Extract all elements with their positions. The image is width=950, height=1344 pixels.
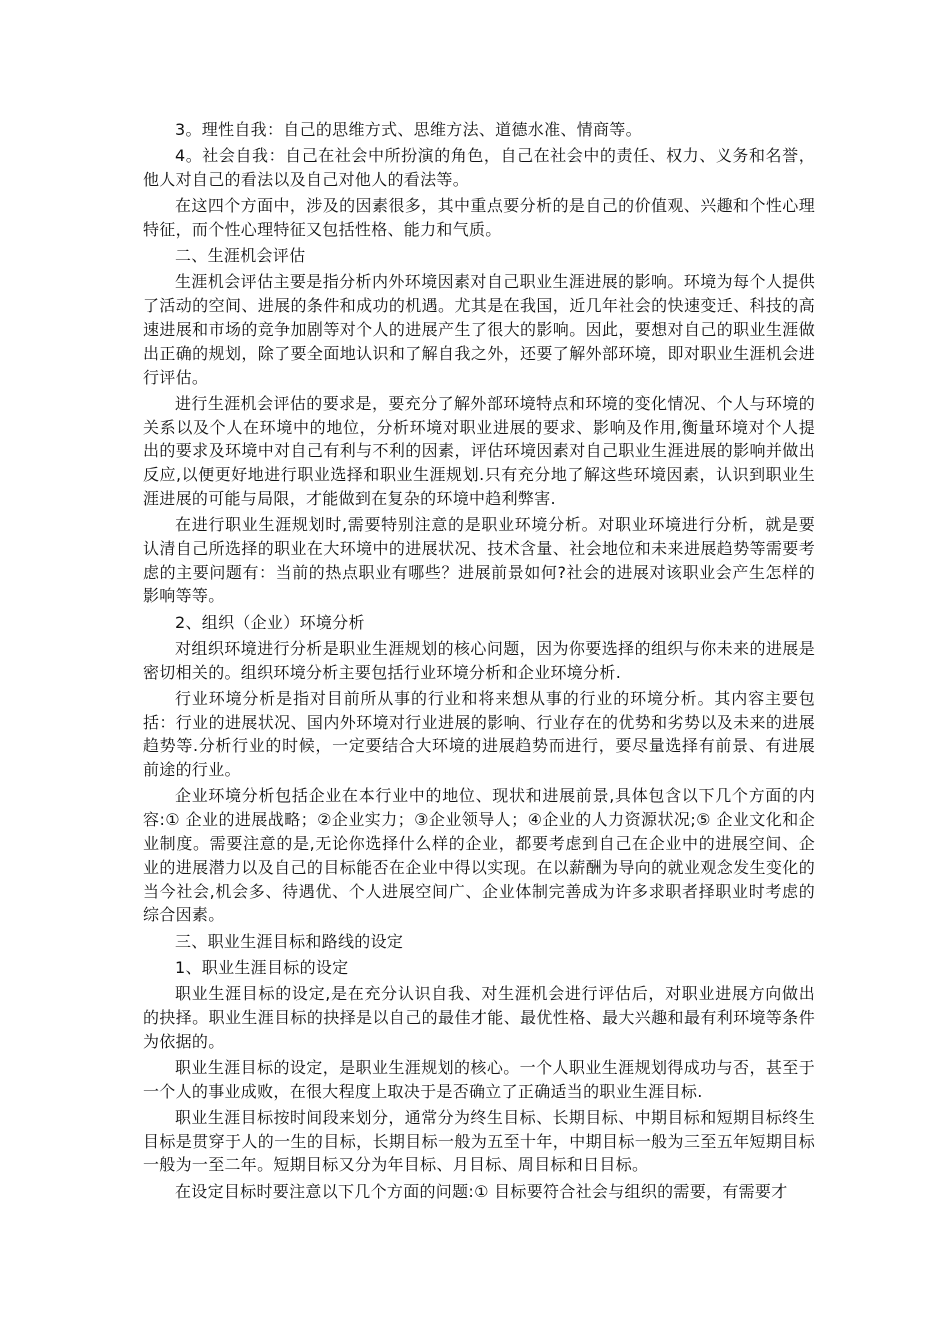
paragraph-social-self: 4。社会自我：自己在社会中所扮演的角色，自己在社会中的责任、权力、义务和名誉，他人对自己的看法以及自己对他人的看法等。 bbox=[143, 146, 815, 189]
paragraph-goal-timeframes: 职业生涯目标按时间段来划分，通常分为终生目标、长期目标、中期目标和短期目标终生目标是贯穿于人的一生的目标，长期目标一般为五至十年，中期目标一般为三至五年短期目标一般为一至二年。短期目标又分为年目标、月目标、周目标和日目标。 bbox=[143, 1107, 815, 1175]
paragraph-organization-analysis: 对组织环境进行分析是职业生涯规划的核心问题，因为你要选择的组织与你未来的进展是密切相关的。组织环境分析主要包括行业环境分析和企业环境分析. bbox=[143, 638, 815, 682]
subsection-heading-goal-setting: 1、职业生涯目标的设定 bbox=[175, 957, 349, 977]
paragraph-industry-analysis: 行业环境分析是指对目前所从事的行业和将来想从事的行业的环境分析。其内容主要包括：行业的进展状况、国内外环境对行业进展的影响、行业存在的优势和劣势以及未来的进展趋势等.分析行业的时候，一定要结合大环境的进展趋势而进行，要尽量选择有前景、有进展前途的行业。 bbox=[143, 688, 815, 780]
paragraph-rational-self: 3。理性自我：自己的思维方式、思维方法、道德水准、情商等。 bbox=[175, 120, 642, 139]
paragraph-environment-analysis: 在进行职业生涯规划时,需要特别注意的是职业环境分析。对职业环境进行分析，就是要认清自己所选择的职业在大环境中的进展状况、技术含量、社会地位和未来进展趋势等需要考虑的主要问题有：当前的热点职业有哪些？进展前景如何?社会的进展对该职业会产生怎样的影响等等。 bbox=[143, 515, 815, 606]
section-heading-goals-routes: 三、职业生涯目标和路线的设定 bbox=[175, 931, 404, 951]
paragraph-four-aspects: 在这四个方面中，涉及的因素很多，其中重点要分析的是自己的价值观、兴趣和个性心理特征，而个性心理特征又包括性格、能力和气质。 bbox=[143, 196, 815, 239]
section-heading-career-opportunity: 二、生涯机会评估 bbox=[175, 246, 306, 266]
paragraph-goal-core: 职业生涯目标的设定，是职业生涯规划的核心。一个人职业生涯规划得成功与否，甚至于一个人的事业成败，在很大程度上取决于是否确立了正确适当的职业生涯目标. bbox=[143, 1057, 815, 1101]
paragraph-goal-notes: 在设定目标时要注意以下几个方面的问题:① 目标要符合社会与组织的需要，有需要才 bbox=[175, 1181, 788, 1201]
paragraph-opportunity-evaluation: 生涯机会评估主要是指分析内外环境因素对自己职业生涯进展的影响。环境为每个人提供了活动的空间、进展的条件和成功的机遇。尤其是在我国，近几年社会的快速变迁、科技的高速进展和市场的竞争加剧等对个人的进展产生了很大的影响。因此，要想对自己的职业生涯做出正确的规划，除了要全面地认识和了解自我之外，还要了解外部环境，即对职业生涯机会进行评估。 bbox=[143, 272, 815, 387]
paragraph-evaluation-requirements: 进行生涯机会评估的要求是，要充分了解外部环境特点和环境的变化情况、个人与环境的关系以及个人在环境中的地位，分析环境对职业进展的要求、影响及作用,衡量环境对个人提出的要求及环境中对自己有利与不利的因素，评估环境因素对自己职业生涯进展的影响并做出反应,以便更好地进行职业选择和职业生涯规划.只有充分地了解这些环境因素，认识到职业生涯进展的可能与局限，才能做到在复杂的环境中趋利弊害. bbox=[143, 393, 815, 508]
paragraph-goal-setting-basis: 职业生涯目标的设定,是在充分认识自我、对生涯机会进行评估后，对职业进展方向做出的抉择。职业生涯目标的抉择是以自己的最佳才能、最优性格、最大兴趣和最有利环境等条件为依据的。 bbox=[143, 983, 815, 1051]
paragraph-enterprise-analysis: 企业环境分析包括企业在本行业中的地位、现状和进展前景,具体包含以下几个方面的内容:① 企业的进展战略；②企业实力；③企业领导人；④企业的人力资源状况;⑤ 企业文化和企业制度。需要注意的是,无论你选择什么样的企业，都要考虑到自己在企业中的进展空间、企业的进展潜力以及自己的目标能否在企业中得以实现。在以薪酬为导向的就业观念发生变化的当今社会,机会多、待遇优、个人进展空间广、企业体制完善成为许多求职者择职业时考虑的综合因素。 bbox=[143, 786, 815, 925]
subsection-heading-organization: 2、组织（企业）环境分析 bbox=[175, 612, 365, 632]
document-page bbox=[143, 118, 815, 1203]
